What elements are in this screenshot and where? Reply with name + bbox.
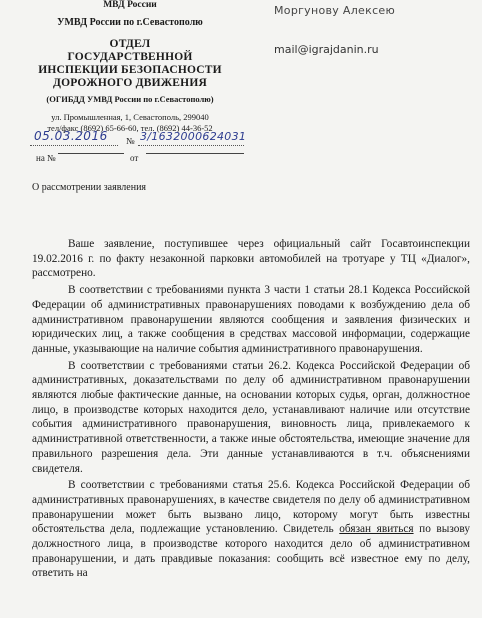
phones: тел/факс (8692) 65-66-60, тел. (8692) 44-36-52 xyxy=(47,123,213,133)
address: ул. Промышленная, 1, Севастополь, 299040 xyxy=(51,112,209,122)
paragraph xyxy=(32,478,470,581)
division-abbreviation: (ОГИБДД УМВД России по г.Севастополю) xyxy=(46,94,214,104)
department-name: УМВД России по г.Севастополю xyxy=(57,17,203,28)
reference-line xyxy=(30,153,240,167)
letter-body xyxy=(32,237,470,583)
date-dotline xyxy=(30,145,118,146)
paragraph: В соответствии с требованиями статьи 26.2. Кодекса Российской Федерации об административных, доказательствами по делу об административном правонарушении являются любые фактические данные, на основании которых судья, орган, должностное лицо, в производстве которых находится дело, устанавливают наличие или отсутствие события административного правонарушения, виновность лица, привлекаемого к административной ответственности, а также иные обстоятельства, имеющие значение для правильного разрешения дела. Эти данные устанавливаются в т.ч. объяснениями свидетеля. xyxy=(32,359,470,475)
underlined-phrase: обязан явиться xyxy=(339,523,414,536)
recipient-email: mail@igrajdanin.ru xyxy=(274,43,379,56)
division-line: ГОСУДАРСТВЕННОЙ xyxy=(67,51,193,63)
paragraph-text: по вызову должностного лица, в производстве которого находится дело об административном правонарушении, и дать правдивые показания: сообщить всё известное ему по делу, ответить на xyxy=(32,523,470,580)
division-line: ИНСПЕКЦИИ БЕЗОПАСНОСТИ xyxy=(38,64,222,76)
na-label: на № xyxy=(36,153,56,163)
division-line: ДОРОЖНОГО ДВИЖЕНИЯ xyxy=(53,77,207,89)
handwritten-number: 3/1632000624031 xyxy=(140,130,247,143)
handwritten-date: 05.03.2016 xyxy=(34,129,108,143)
ot-underline xyxy=(146,153,244,154)
letterhead xyxy=(14,0,246,134)
recipient-name: Моргунову Алексею xyxy=(274,4,396,17)
division-name xyxy=(14,38,246,90)
paragraph-text: В соответствии с требованиями статья 25.6. Кодекса Российской Федерации об административных правонарушениях, в качестве свидетеля по делу об административном правонарушении может быть вызвано лицо, которому могут быть известны обстоятельства дела, подлежащие установлению. Свидетель xyxy=(32,479,470,536)
number-label: № xyxy=(126,136,135,146)
letter-subject: О рассмотрении заявления xyxy=(32,182,147,193)
recipient-block xyxy=(274,4,395,56)
ministry-name: МВД России xyxy=(103,0,157,10)
paragraph: Ваше заявление, поступившее через официальный сайт Госавтоинспекции 19.02.2016 г. по факту незаконной парковки автомобилей на тротуаре у ТЦ «Диалог», рассмотрено. xyxy=(32,238,470,280)
na-underline xyxy=(58,153,124,154)
division-line: ОТДЕЛ xyxy=(109,38,151,50)
ot-label: от xyxy=(130,153,139,163)
registration-line xyxy=(30,129,247,149)
paragraph: В соответствии с требованиями пункта 3 части 1 статьи 28.1 Кодекса Российской Федерации об административных правонарушениях поводами к возбуждению дела об административном правонарушении являются сообщения и заявления физических и юридических лиц, а также сообщения в средствах массовой информации, содержащие данные, указывающие на наличие события административного правонарушения. xyxy=(32,284,470,355)
number-dotline xyxy=(138,145,244,146)
